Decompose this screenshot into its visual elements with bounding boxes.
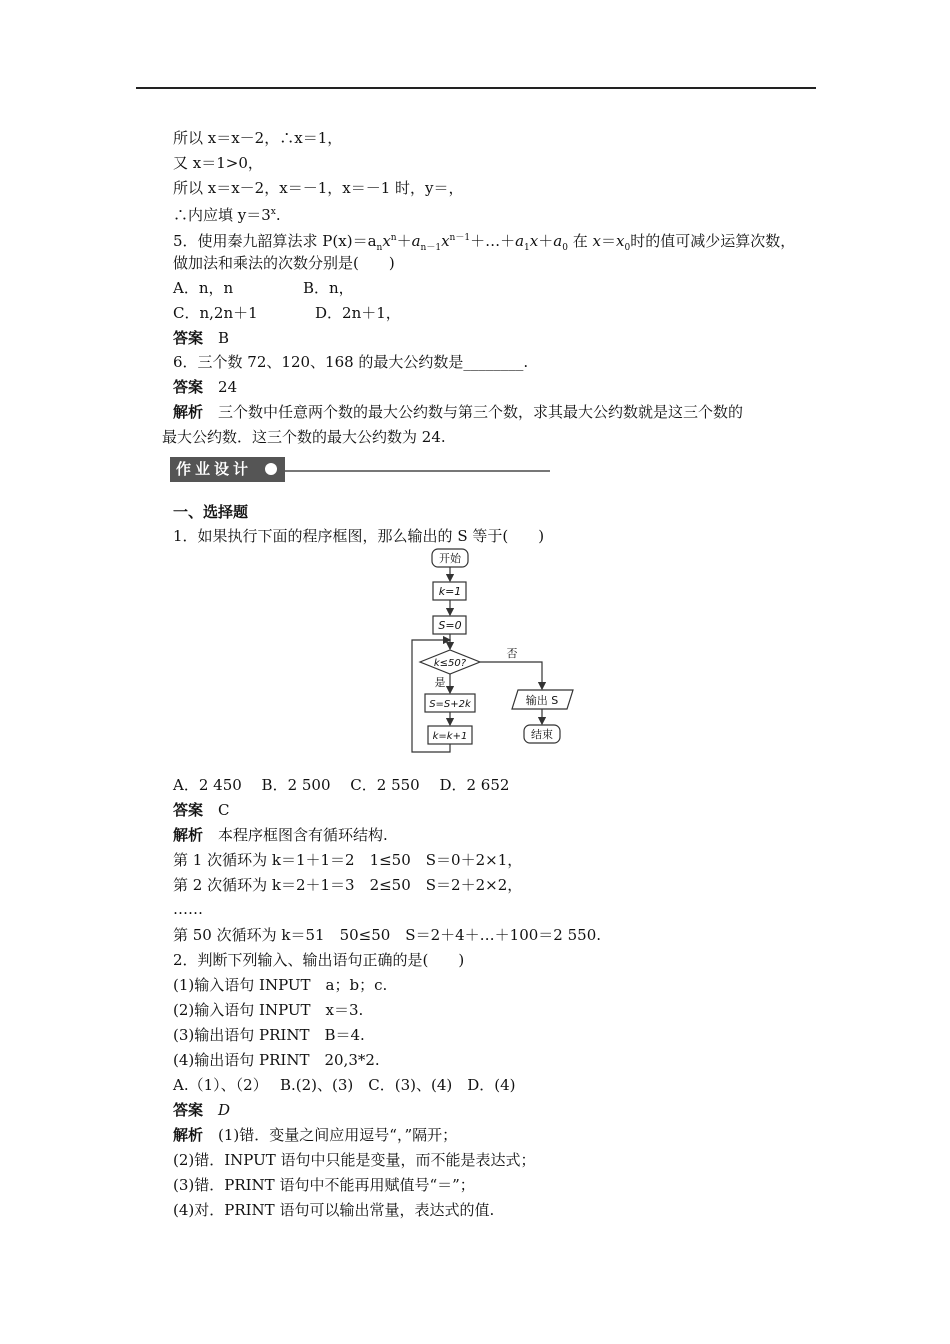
hw1-loop-1: 第 1 次循环为 k＝1＋1＝2 1≤50 S＝0＋2×1，: [173, 851, 523, 869]
hw1-answer: 答案 C: [173, 801, 230, 819]
q6-answer: 答案 24: [173, 378, 238, 396]
hw2-statement-1: (1)输入语句 INPUT a；b；c.: [173, 976, 388, 994]
hw2-analysis-3: (3)错．PRINT 语句中不能再用赋值号“＝”；: [173, 1176, 475, 1194]
hw2-statement-2: (2)输入语句 INPUT x＝3.: [173, 1001, 364, 1019]
hw1-loop-50: 第 50 次循环为 k＝51 50≤50 S＝2＋4＋…＋100＝2 550.: [173, 926, 602, 944]
hw2-statement-4: (4)输出语句 PRINT 20,3*2.: [173, 1051, 380, 1069]
q4-line-1: 所以 x＝x－2，∴x＝1，: [173, 129, 343, 147]
no-label: 否: [506, 647, 518, 660]
hw1-options: A．2 450 B．2 500 C．2 550 D．2 652: [173, 776, 510, 794]
hw1-loop-2: 第 2 次循环为 k＝2＋1＝3 2≤50 S＝2＋2×2，: [173, 876, 523, 894]
homework-banner: 作业设计: [170, 457, 285, 482]
hw1-ellipsis: ……: [173, 900, 203, 918]
q5-stem-line2: 做加法和乘法的次数分别是( ): [173, 254, 395, 272]
hw1-stem: 1．如果执行下面的程序框图，那么输出的 S 等于( ): [173, 527, 545, 545]
q4-line-2: 又 x＝1>0，: [173, 154, 263, 172]
output-label: 输出 S: [525, 694, 559, 707]
k-init-label: k=1: [438, 585, 462, 598]
q6-analysis-cont: 最大公约数．这三个数的最大公约数为 24.: [162, 428, 446, 446]
hw2-stem: 2．判断下列输入、输出语句正确的是( ): [173, 951, 465, 969]
hw2-analysis: 解析 (1)错．变量之间应用逗号“，”隔开；: [173, 1126, 458, 1144]
banner-line: [285, 470, 550, 472]
hw2-statement-3: (3)输出语句 PRINT B＝4.: [173, 1026, 365, 1044]
q5-option-b: B．n，: [303, 279, 354, 297]
header-rule: [136, 87, 816, 89]
q5-option-c: C．n,2n＋1: [173, 304, 258, 322]
q5-stem: 5．使用秦九韶算法求 $P(x)=a_nx^n+a_{n-1}x^{n-1}+\dots+a_1x+a_0$ 在 $x=x_0$时的值可减少运算次数，: [173, 232, 796, 253]
q4-line-3: 所以 x＝x－2，x＝－1，x＝－1 时，y＝，: [173, 179, 464, 197]
banner-dot-icon: [265, 463, 277, 475]
q4-line-4: ∴内应填 $y=3^x$.: [173, 206, 281, 224]
start-label: 开始: [439, 552, 461, 565]
yes-label: 是: [434, 676, 446, 689]
hw2-answer: 答案 D: [173, 1101, 231, 1119]
hw1-analysis: 解析 本程序框图含有循环结构.: [173, 826, 388, 844]
q6-stem: 6．三个数 72、120、168 的最大公约数是________.: [173, 353, 529, 371]
k-update-label: k=k+1: [432, 731, 468, 742]
hw2-options: A.（1）、（2） B.(2)、(3) C．(3)、(4) D．(4): [173, 1076, 516, 1094]
q5-answer: 答案 B: [173, 329, 230, 347]
q5-option-a: A．n，n: [173, 279, 234, 297]
condition-label: k≤50?: [433, 658, 467, 669]
section-title: 一、选择题: [173, 503, 249, 521]
q5-option-d: D．2n＋1，: [315, 304, 401, 322]
s-init-label: S=0: [438, 619, 462, 632]
hw2-analysis-4: (4)对．PRINT 语句可以输出常量，表达式的值.: [173, 1201, 495, 1219]
flowchart: [395, 545, 585, 760]
s-update-label: S=S+2k: [429, 699, 471, 710]
end-label: 结束: [531, 728, 553, 741]
hw2-analysis-2: (2)错．INPUT 语句中只能是变量，而不能是表达式；: [173, 1151, 536, 1169]
q6-analysis: 解析 三个数中任意两个数的最大公约数与第三个数，求其最大公约数就是这三个数的: [173, 403, 744, 421]
